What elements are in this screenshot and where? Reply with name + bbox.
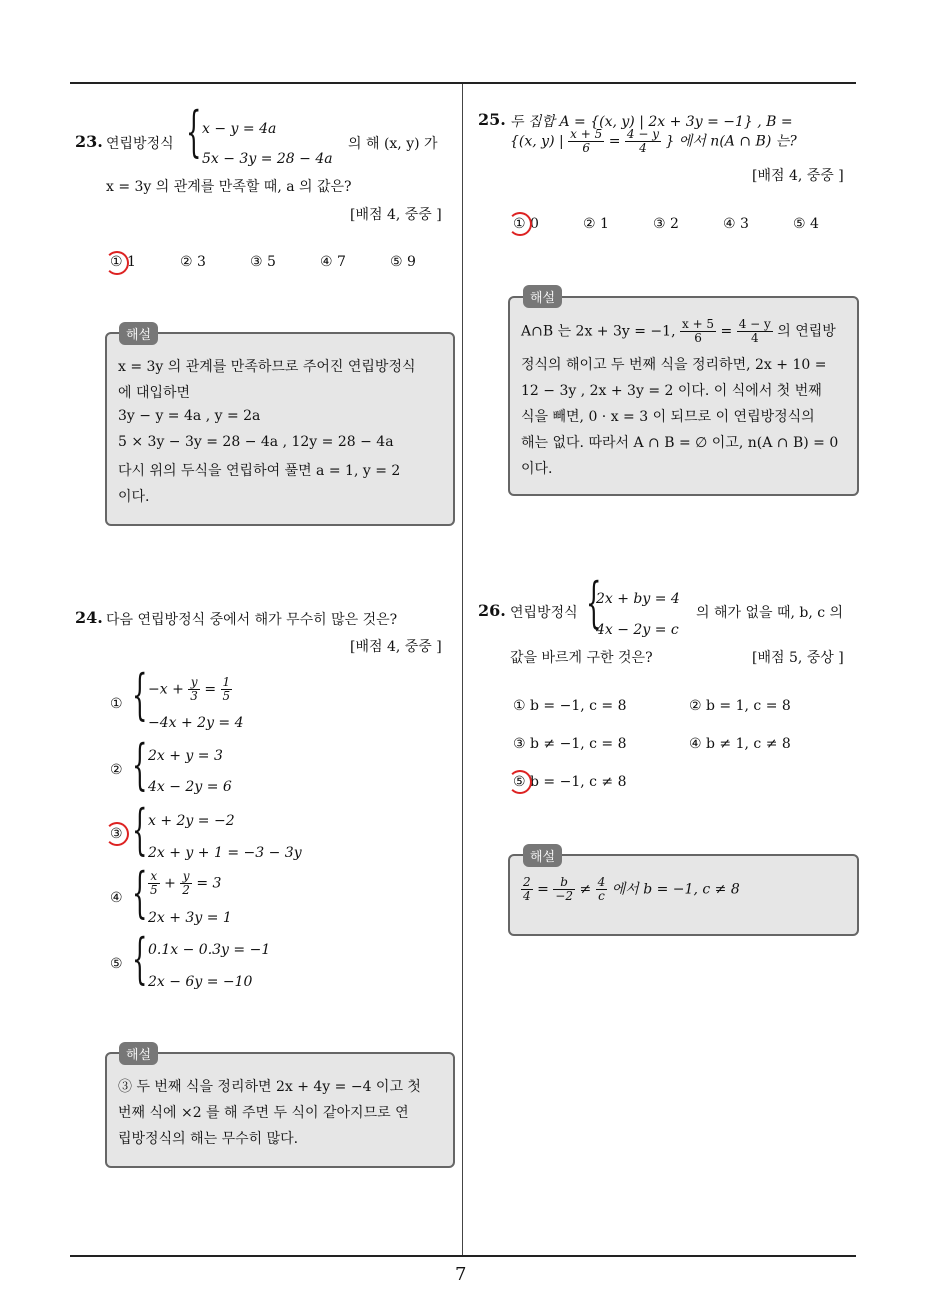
q24-score: [배점 4, 중중 ] <box>350 639 442 655</box>
bottom-rule <box>70 1255 856 1257</box>
q23-choice-1[interactable]: ① 1 <box>110 254 136 270</box>
top-rule <box>70 82 856 84</box>
q24-option-1-brace: { <box>132 663 148 726</box>
q23-sol-line: x = 3y 의 관계를 만족하므로 주어진 연립방정식 <box>118 359 416 375</box>
q23-sol-line: 다시 위의 두식을 연립하여 풀면 a = 1, y = 2 <box>118 463 401 479</box>
q25-choice-4[interactable]: ④ 3 <box>723 216 749 232</box>
q23-sol-line: 에 대입하면 <box>118 385 191 401</box>
q24-option-1-eq1: −x + $\frac{y}{3}$ = $\frac{1}{5}$ <box>148 675 231 703</box>
q24-sol-line: ③ 두 번째 식을 정리하면 2x + 4y = −4 이고 첫 <box>118 1079 421 1095</box>
q25-solution-box <box>508 296 859 496</box>
q26-solution-tag: 해설 <box>523 844 562 867</box>
q24-text: 다음 연립방정식 중에서 해가 무수히 많은 것은? <box>106 612 398 628</box>
q25-choice-2[interactable]: ② 1 <box>583 216 609 232</box>
q25-sol-line: 해는 없다. 따라서 A ∩ B = ∅ 이고, n(A ∩ B) = 0 <box>521 435 839 451</box>
q24-option-2-brace: { <box>132 733 148 796</box>
q23-solution-box <box>105 332 455 526</box>
q24-answer-mark <box>105 822 129 846</box>
q24-option-2-eq2: 4x − 2y = 6 <box>148 779 232 795</box>
q23-answer-mark <box>105 251 129 275</box>
q23-choice-2[interactable]: ② 3 <box>180 254 206 270</box>
q25-score: [배점 4, 중중 ] <box>752 168 844 184</box>
q23-number: 23. <box>75 132 103 151</box>
q26-lead: 연립방정식 <box>510 605 578 621</box>
q23-lead: 연립방정식 <box>106 136 174 152</box>
q25-line1: 두 집합 A = {(x, y) | 2x + 3y = −1} , B = <box>510 114 793 130</box>
q26-choice-3[interactable]: ③ b ≠ −1, c = 8 <box>513 736 627 752</box>
q24-option-2-eq1: 2x + y = 3 <box>148 748 223 764</box>
q25-sol-line: 12 − 3y , 2x + 3y = 2 이다. 이 식에서 첫 번째 <box>521 383 822 399</box>
q23-eq2: 5x − 3y = 28 − 4a <box>202 151 333 167</box>
q26-choice-4[interactable]: ④ b ≠ 1, c ≠ 8 <box>689 736 791 752</box>
q26-choice-2[interactable]: ② b = 1, c = 8 <box>689 698 791 714</box>
q23-score: [배점 4, 중중 ] <box>350 207 442 223</box>
q24-sol-line: 번째 식에 ×2 를 해 주면 두 식이 같아지므로 연 <box>118 1105 409 1121</box>
q23-sol-line: 5 × 3y − 3y = 28 − 4a , 12y = 28 − 4a <box>118 434 394 450</box>
q25-line2: {(x, y) | $\frac{x + 5}{6}$ = $\frac{4 - y}{4}$ } 에서 n(A ∩ B) 는? <box>510 127 797 155</box>
q23-sol-line: 3y − y = 4a , y = 2a <box>118 408 261 424</box>
q26-choice-5[interactable]: ⑤ b = −1, c ≠ 8 <box>513 774 627 790</box>
q23-solution-tag: 해설 <box>119 322 158 345</box>
q23-choice-5[interactable]: ⑤ 9 <box>390 254 416 270</box>
q25-sol-line: 이다. <box>521 461 553 477</box>
q24-option-4-eq2: 2x + 3y = 1 <box>148 910 232 926</box>
q25-solution-tag: 해설 <box>523 285 562 308</box>
q25-sol-line: 식을 빼면, 0 · x = 3 이 되므로 이 연립방정식의 <box>521 409 815 425</box>
q24-option-2-mark[interactable]: ② <box>110 762 123 778</box>
q26-choice-1[interactable]: ① b = −1, c = 8 <box>513 698 627 714</box>
q24-option-5-brace: { <box>132 927 148 990</box>
q24-option-4-mark[interactable]: ④ <box>110 890 123 906</box>
q23-line2: x = 3y 의 관계를 만족할 때, a 의 값은? <box>106 179 352 195</box>
q23-eq1: x − y = 4a <box>202 121 277 137</box>
q26-eq1: 2x + by = 4 <box>596 591 680 607</box>
q23-choice-3[interactable]: ③ 5 <box>250 254 276 270</box>
q24-option-3-eq1: x + 2y = −2 <box>148 813 235 829</box>
q26-score: [배점 5, 중상 ] <box>752 650 844 666</box>
q24-sol-line: 립방정식의 해는 무수히 많다. <box>118 1131 299 1147</box>
q23-choice-4[interactable]: ④ 7 <box>320 254 346 270</box>
q26-tail: 의 해가 없을 때, b, c 의 <box>696 605 844 621</box>
q26-number: 26. <box>478 601 506 620</box>
q26-sol-line: $\frac{2}{4}$ = $\frac{b}{-2}$ ≠ $\frac{4}{c}$ 에서 b = −1, c ≠ 8 <box>523 875 740 903</box>
q25-sol-line1: A∩B 는 2x + 3y = −1, $\frac{x + 5}{6}$ = $\frac{4 - y}{4}$ 의 연립방 <box>521 317 836 345</box>
q24-option-1-eq2: −4x + 2y = 4 <box>148 715 244 731</box>
q23-brace: { <box>186 100 202 163</box>
q26-eq2: 4x − 2y = c <box>596 622 679 638</box>
q24-solution-box <box>105 1052 455 1168</box>
q24-solution-tag: 해설 <box>119 1042 158 1065</box>
q26-solution-box <box>508 854 859 936</box>
q24-option-4-brace: { <box>132 861 148 924</box>
q25-sol-line: 정식의 해이고 두 번째 식을 정리하면, 2x + 10 = <box>521 357 827 373</box>
q25-choice-5[interactable]: ⑤ 4 <box>793 216 819 232</box>
q26-line2: 값을 바르게 구한 것은? <box>510 650 653 666</box>
page-number: 7 <box>455 1264 467 1285</box>
q25-number: 25. <box>478 110 506 129</box>
q23-sol-line: 이다. <box>118 489 150 505</box>
q24-option-3-eq2: 2x + y + 1 = −3 − 3y <box>148 845 302 861</box>
q25-answer-mark <box>508 212 532 236</box>
column-divider <box>462 84 463 1256</box>
q24-option-3-brace: { <box>132 798 148 861</box>
q24-number: 24. <box>75 608 103 627</box>
q23-tail: 의 해 (x, y) 가 <box>348 136 438 152</box>
q24-option-5-mark[interactable]: ⑤ <box>110 956 123 972</box>
q25-choice-1[interactable]: ① 0 <box>513 216 539 232</box>
q24-option-1-mark[interactable]: ① <box>110 696 123 712</box>
q24-option-3-mark[interactable]: ③ <box>110 826 123 842</box>
q25-choice-3[interactable]: ③ 2 <box>653 216 679 232</box>
q24-option-4-eq1: $\frac{x}{5}$ + $\frac{y}{2}$ = 3 <box>150 869 222 897</box>
q24-option-5-eq2: 2x − 6y = −10 <box>148 974 253 990</box>
q26-brace: { <box>586 571 602 634</box>
q24-option-5-eq1: 0.1x − 0.3y = −1 <box>148 942 271 958</box>
q26-answer-mark <box>508 770 532 794</box>
